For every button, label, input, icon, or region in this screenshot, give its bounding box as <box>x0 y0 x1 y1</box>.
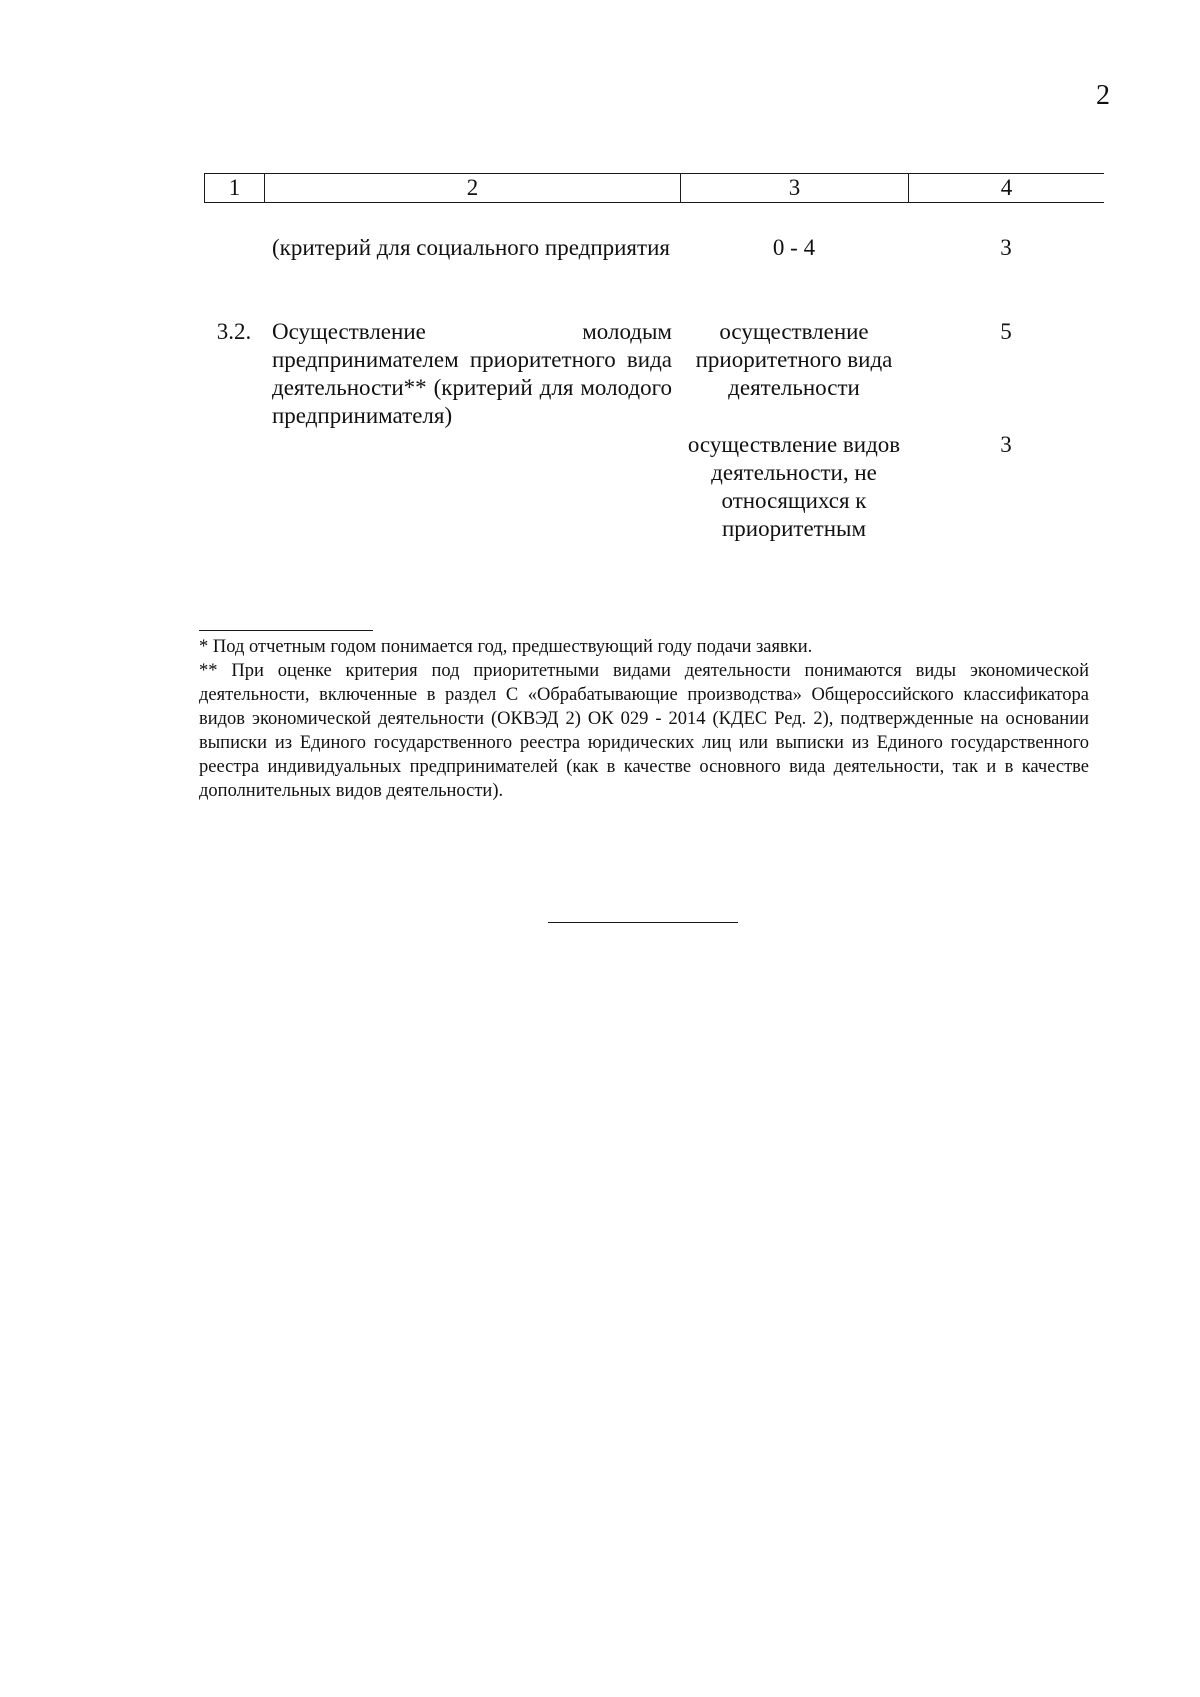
table-header-col-1: 1 <box>204 174 264 202</box>
table-header-col-4: 4 <box>908 174 1104 202</box>
table-cell-score: 3 <box>1000 432 1012 457</box>
table-header-col-3: 3 <box>680 174 908 202</box>
table-cell-score: 5 <box>1000 319 1012 344</box>
footnotes <box>199 635 1089 803</box>
table-cell-value: осуществление видов деятельности, не относящихся к приоритетным <box>687 432 901 541</box>
table-cell-value: осуществление приоритетного вида деятельности <box>695 319 893 400</box>
footnote-2: ** При оценке критерия под приоритетными видами деятельности понимаются виды экономической деятельности, включенные в раздел С «Обрабатывающие производства» Общероссийского классификатора видов экономической деятельности (ОКВЭД 2) ОК 029 - 2014 (КДЕС Ред. 2), подтвержденные на основании выписки из Единого государственного реестра юридических лиц или выписки из Единого государственного реестра индивидуальных предпринимателей (как в качестве основного вида деятельности, так и в качестве дополнительных видов деятельности). <box>199 661 1089 801</box>
footnote-separator <box>199 630 373 631</box>
footnote-1: * Под отчетным годом понимается год, предшествующий году подачи заявки. <box>199 637 813 657</box>
table-cell-value: 0 - 4 <box>772 235 816 260</box>
table-header-col-2: 2 <box>264 174 680 202</box>
end-of-document-rule <box>548 922 738 923</box>
table-cell-score: 3 <box>1000 235 1012 260</box>
table-cell-criterion: (критерий для социального предприятия <box>272 235 670 260</box>
table-cell-num: 3.2. <box>216 319 252 344</box>
page-number: 2 <box>1096 80 1110 111</box>
table-header <box>204 173 1104 203</box>
table-cell-criterion: Осуществление молодым предпринимателем приоритетного вида деятельности** (критерий для молодого предпринимателя) <box>272 319 672 428</box>
